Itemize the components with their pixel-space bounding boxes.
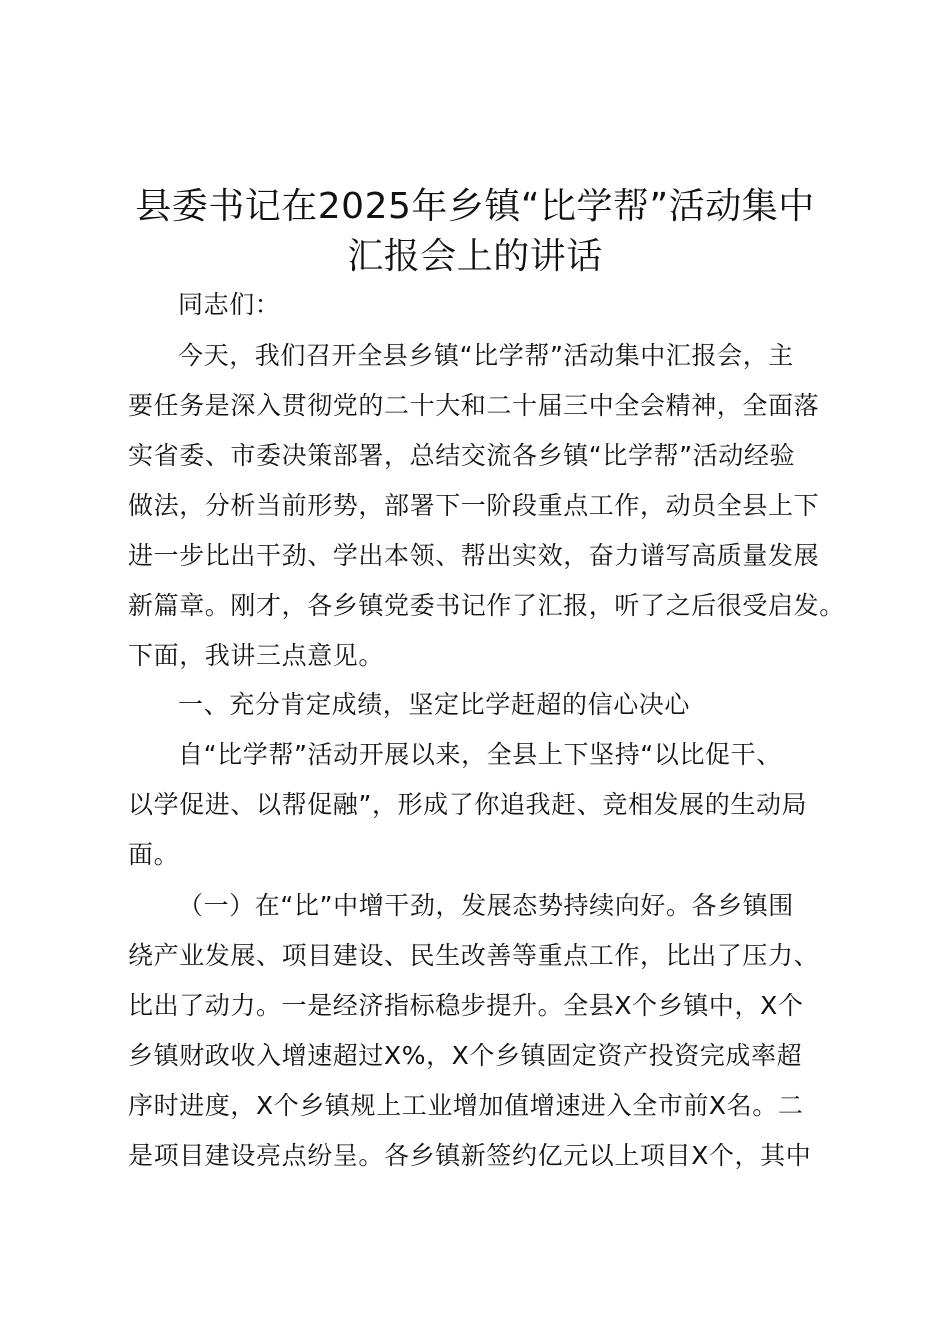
document-title-line-2: 汇报会上的讲话 (347, 236, 603, 277)
paragraph-line: 面。 (128, 840, 180, 869)
paragraph-line: （一）在“比”中增干劲，发展态势持续向好。各乡镇围 (178, 891, 794, 920)
paragraph-line: 比出了动力。一是经济指标稳步提升。全县X个乡镇中，X个 (128, 991, 804, 1020)
paragraph-line: 自“比学帮”活动开展以来，全县上下坚持“以比促干、 (178, 740, 782, 769)
paragraph-line: 今天，我们召开全县乡镇“比学帮”活动集中汇报会，主 (178, 341, 794, 370)
salutation: 同志们： (178, 290, 281, 319)
paragraph-line: 下面，我讲三点意见。 (128, 641, 385, 670)
paragraph-line: 乡镇财政收入增速超过X%，X个乡镇固定资产投资完成率超 (128, 1041, 803, 1070)
paragraph-line: 进一步比出干劲、学出本领、帮出实效，奋力谱写高质量发展 (128, 541, 820, 570)
paragraph-line: 以学促进、以帮促融”，形成了你追我赶、竞相发展的生动局 (128, 790, 808, 819)
document-title-line-1: 县委书记在2025年乡镇“比学帮”活动集中 (135, 186, 815, 227)
paragraph-line: 新篇章。刚才，各乡镇党委书记作了汇报，听了之后很受启发。 (128, 591, 845, 620)
paragraph-line: 序时进度，X个乡镇规上工业增加值增速进入全市前X名。二 (128, 1091, 804, 1120)
section-heading: 一、充分肯定成绩，坚定比学赶超的信心决心 (178, 690, 691, 719)
paragraph-line: 做法，分析当前形势，部署下一阶段重点工作，动员全县上下 (128, 491, 820, 520)
paragraph-line: 实省委、市委决策部署，总结交流各乡镇“比学帮”活动经验 (128, 441, 796, 470)
paragraph-line: 是项目建设亮点纷呈。各乡镇新签约亿元以上项目X个，其中 (128, 1141, 812, 1170)
paragraph-line: 要任务是深入贯彻党的二十大和二十届三中全会精神，全面落 (128, 391, 820, 420)
paragraph-line: 绕产业发展、项目建设、民生改善等重点工作，比出了压力、 (128, 941, 820, 970)
